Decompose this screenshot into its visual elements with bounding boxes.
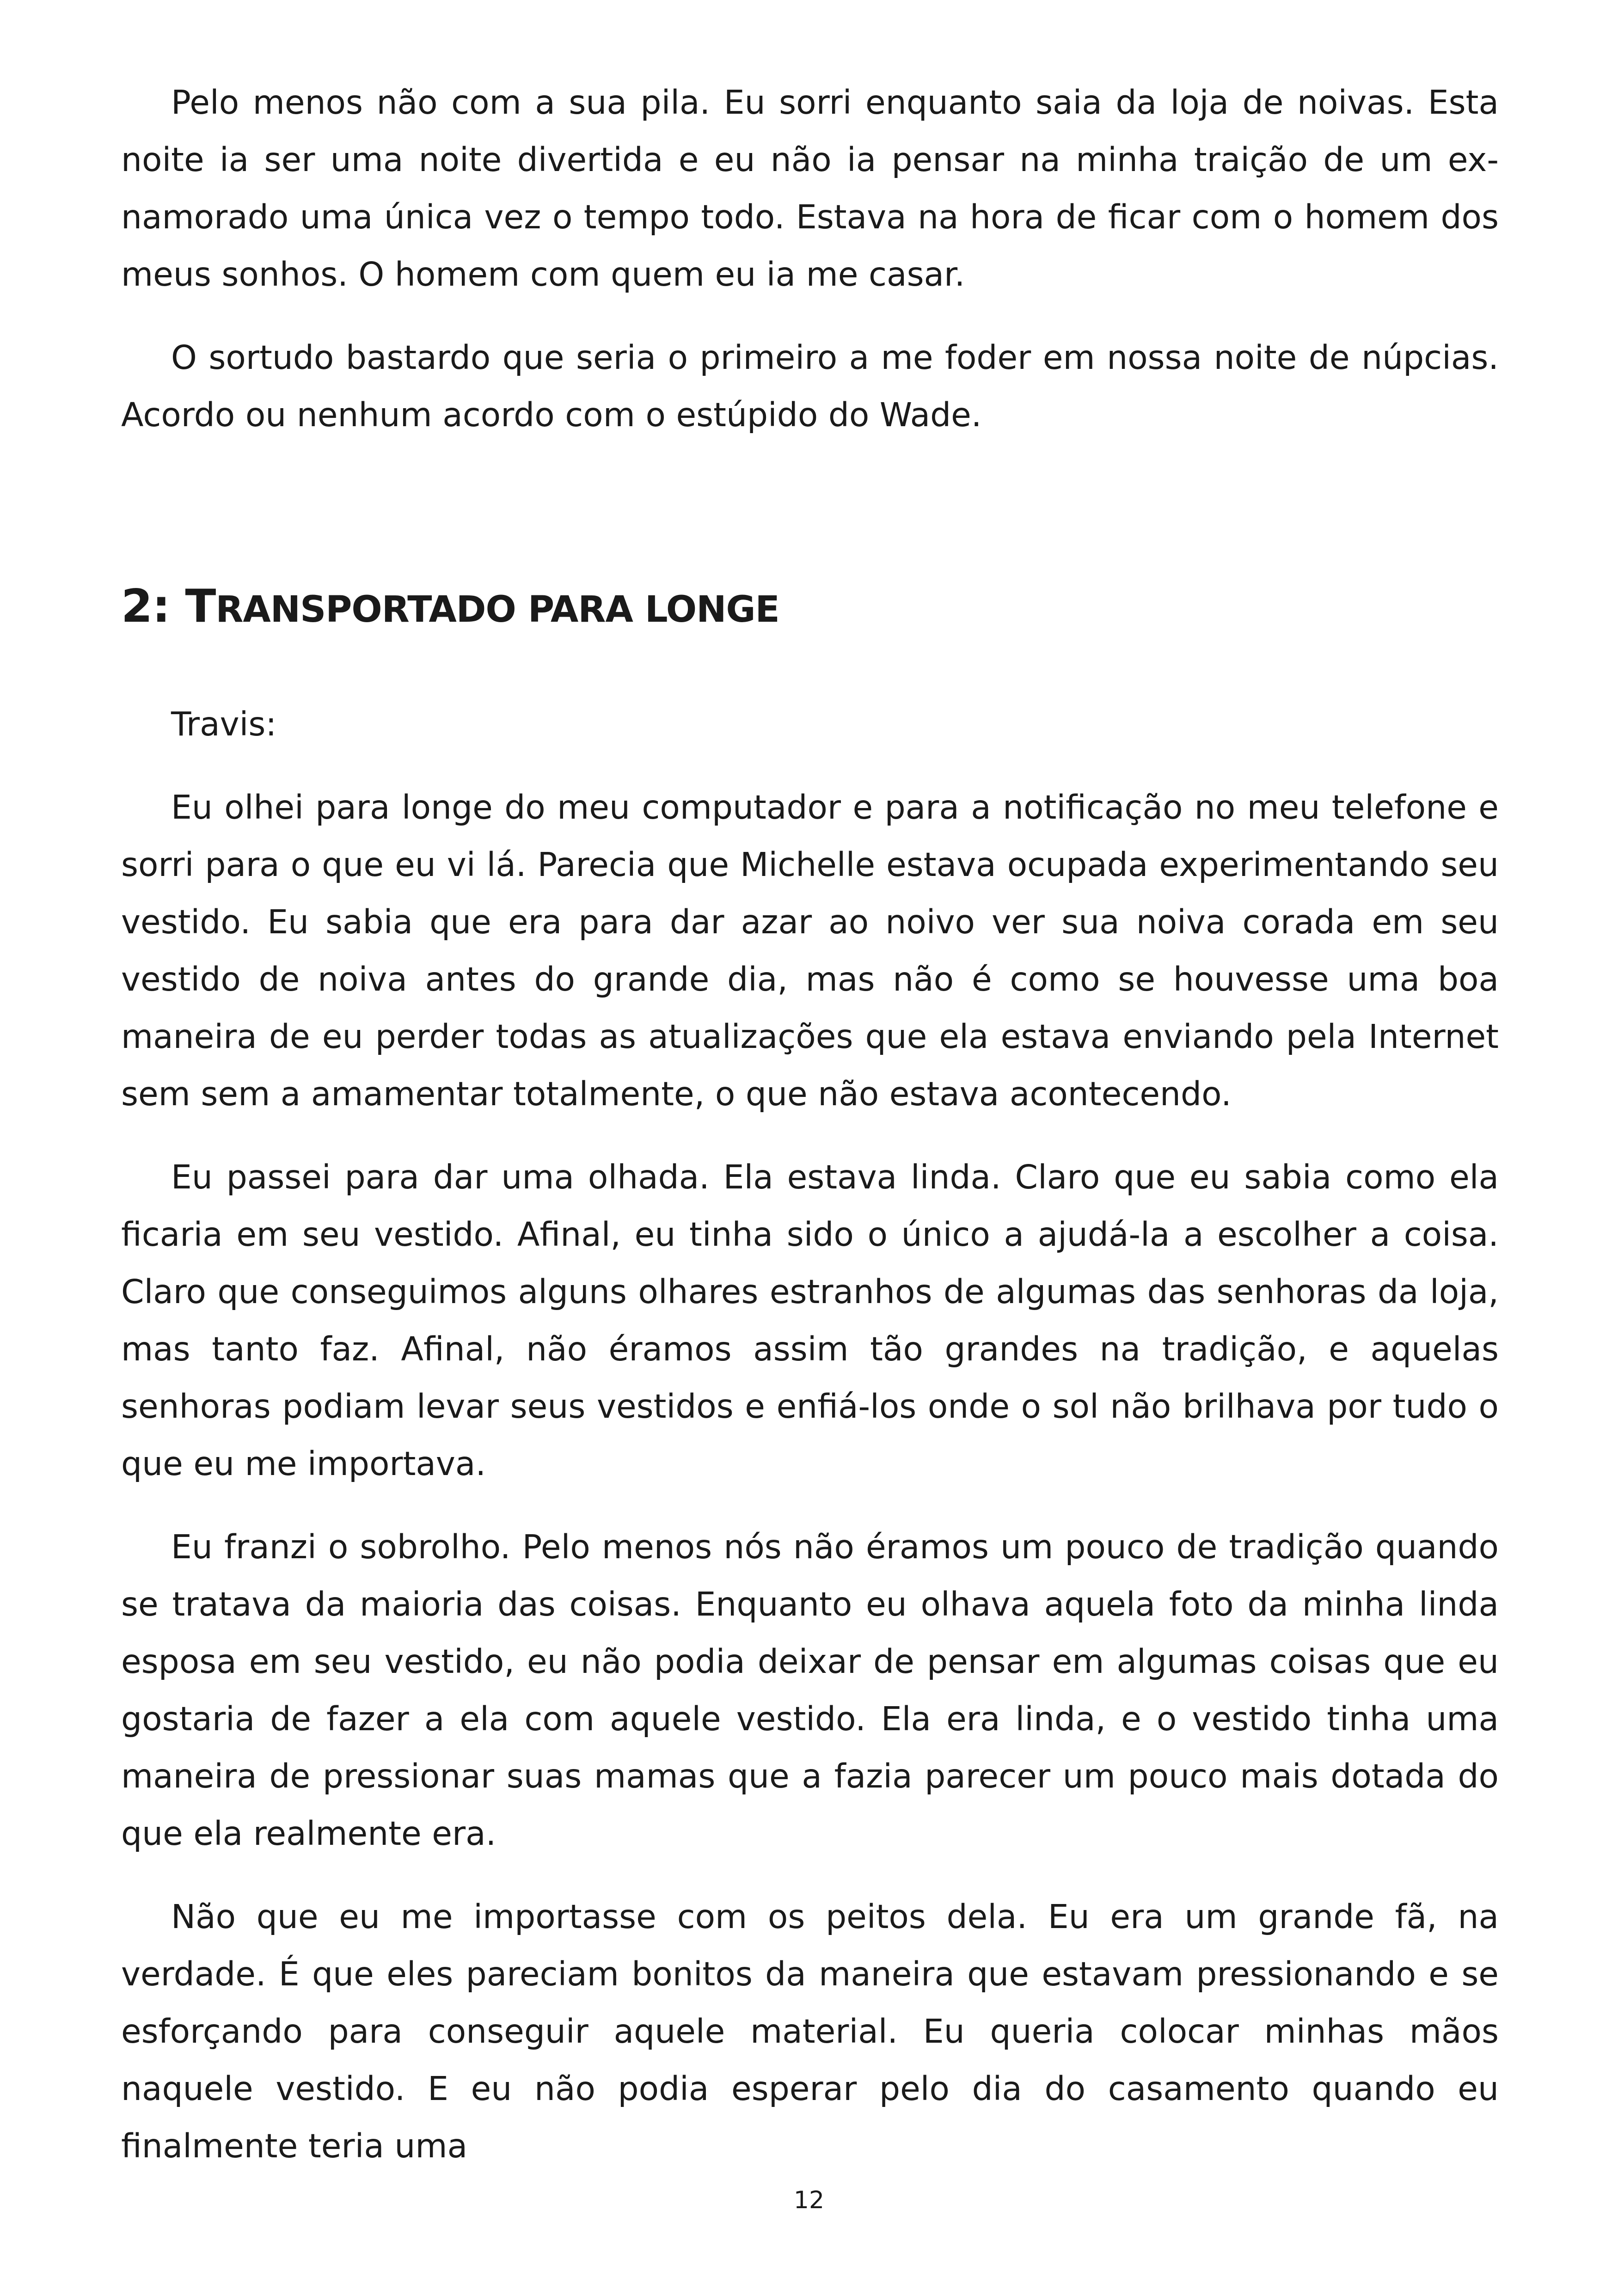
- chapter-number: 2:: [121, 580, 170, 633]
- chapter-heading: [121, 574, 1499, 642]
- chapter-title-initial: T: [185, 580, 216, 633]
- paragraph: Eu franzi o sobrolho. Pelo menos nós não éramos um pouco de tradição quando se tratava da maioria das coisas. Enquanto eu olhava aquela foto da minha linda esposa em seu vestido, eu não podia deixar de pensar em algumas coisas que eu gostaria de fazer a ela com aquele vestido. Ela era linda, e o vestido tinha uma maneira de pressionar suas mamas que a fazia parecer um pouco mais dotada do que ela realmente era.: [121, 1528, 1499, 1853]
- paragraph: Não que eu me importasse com os peitos dela. Eu era um grande fã, na verdade. É que eles pareciam bonitos da maneira que estavam pressionando e se esforçando para conseguir aquele material. Eu queria colocar minhas mãos naquele vestido. E eu não podia esperar pelo dia do casamento quando eu finalmente teria uma: [121, 1898, 1499, 2165]
- paragraph: O sortudo bastardo que seria o primeiro a me foder em nossa noite de núpcias. Acordo ou nenhum acordo com o estúpido do Wade.: [121, 338, 1499, 434]
- page-number: 12: [793, 2186, 825, 2214]
- paragraph: Eu olhei para longe do meu computador e para a notificação no meu telefone e sorri para o que eu vi lá. Parecia que Michelle estava ocupada experimentando seu vestido. Eu sabia que era para dar azar ao noivo ver sua noiva corada em seu vestido de noiva antes do grande dia, mas não é como se houvesse uma boa maneira de eu perder todas as atualizações que ela estava enviando pela Internet sem sem a amamentar totalmente, o que não estava acontecendo.: [121, 788, 1499, 1113]
- paragraph: Eu passei para dar uma olhada. Ela estava linda. Claro que eu sabia como ela ficaria em seu vestido. Afinal, eu tinha sido o único a ajudá-la a escolher a coisa. Claro que conseguimos alguns olhares estranhos de algumas das senhoras da loja, mas tanto faz. Afinal, não éramos assim tão grandes na tradição, e aquelas senhoras podiam levar seus vestidos e enfiá-los onde o sol não brilhava por tudo o que eu me importava.: [121, 1158, 1499, 1483]
- chapter-title-rest: RANSPORTADO PARA LONGE: [215, 589, 779, 631]
- speaker-label: Travis:: [171, 705, 277, 743]
- paragraph: Pelo menos não com a sua pila. Eu sorri enquanto saia da loja de noivas. Esta noite ia ser uma noite divertida e eu não ia pensar na minha traição de um ex-namorado uma única vez o tempo todo. Estava na hora de ficar com o homem dos meus sonhos. O homem com quem eu ia me casar.: [121, 83, 1499, 294]
- document-page: [121, 74, 1499, 2201]
